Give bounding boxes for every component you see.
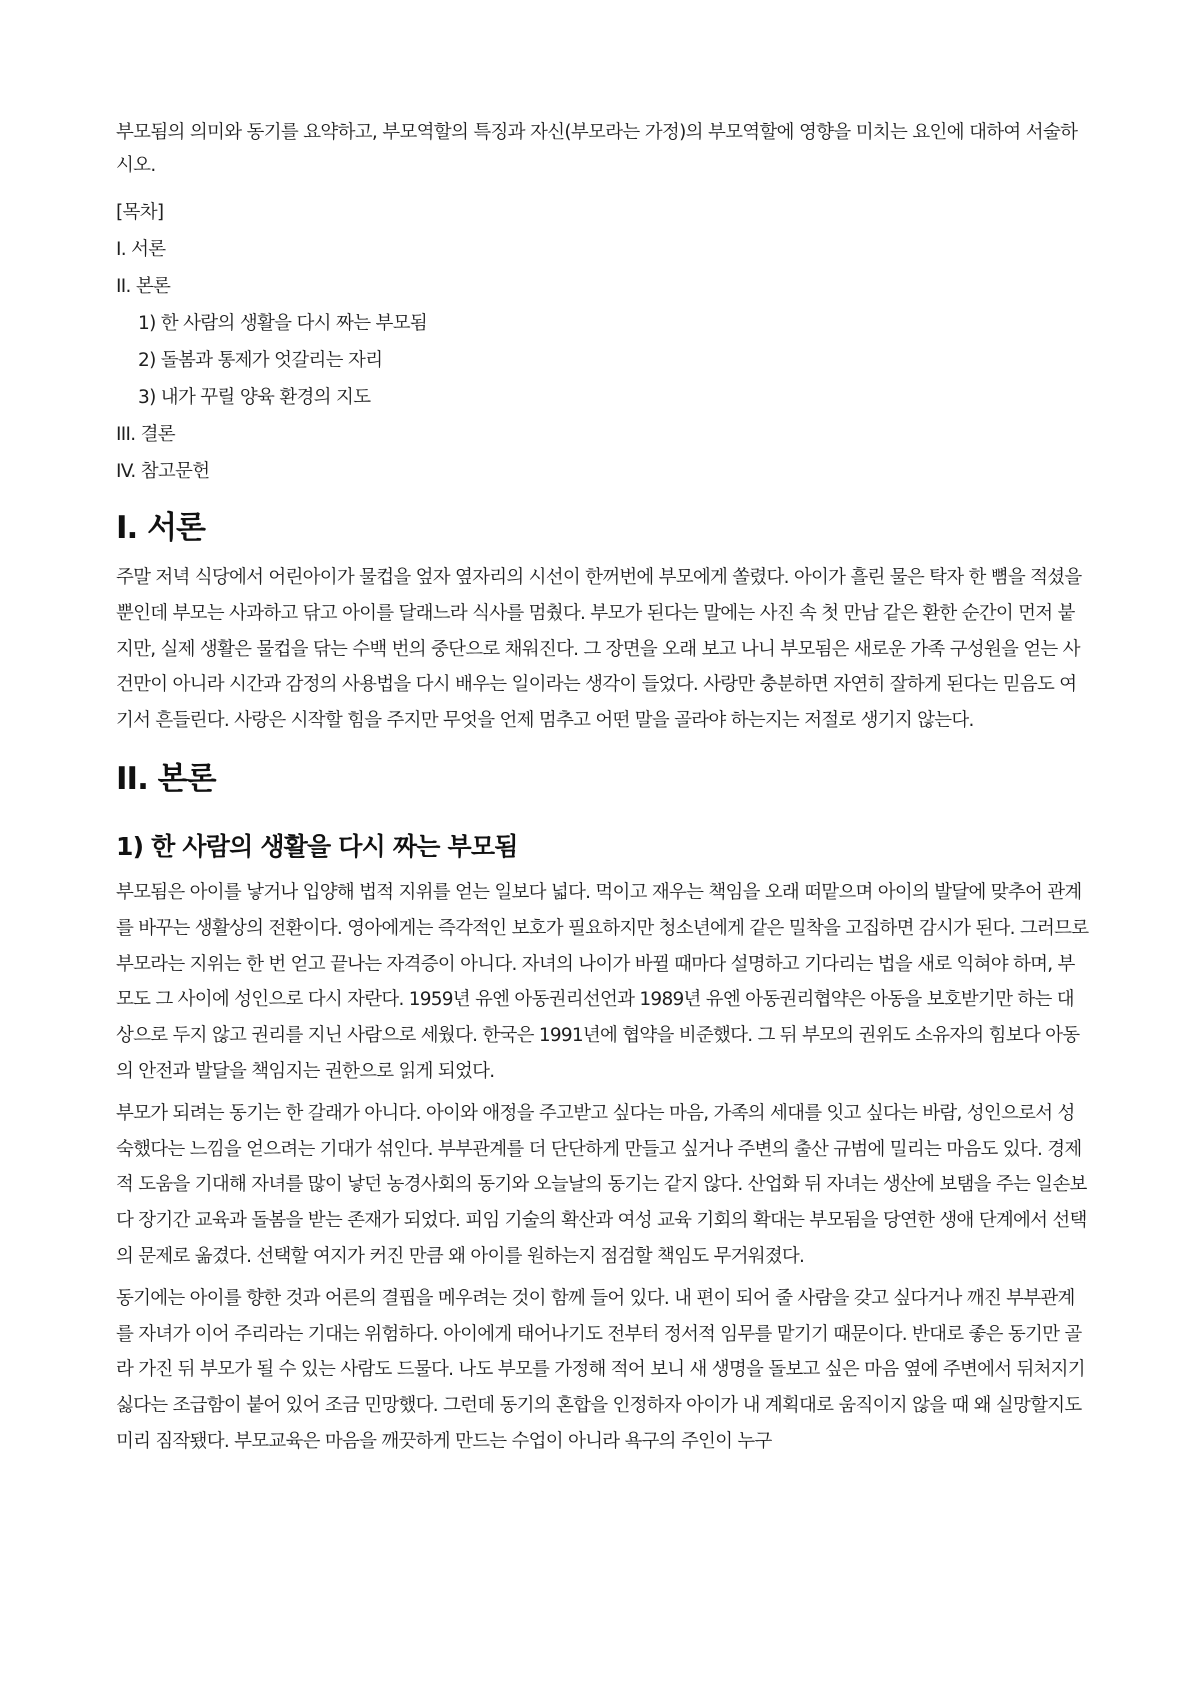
assignment-prompt: 부모됨의 의미와 동기를 요약하고, 부모역할의 특징과 자신(부모라는 가정)의 부모역할에 영향을 미치는 요인에 대하여 서술하시오. [116,122,1078,176]
body-paragraph-1: 부모됨은 아이를 낳거나 입양해 법적 지위를 얻는 일보다 넓다. 먹이고 재우는 책임을 오래 떠맡으며 아이의 발달에 맞추어 관계를 바꾸는 생활상의 전환이다. 영아에게는 즉각적인 보호가 필요하지만 청소년에게 같은 밀착을 고집하면 감시가 된다. 그러므로 부모라는 지위는 한 번 얻고 끝나는 자격증이 아니다. 자녀의 나이가 바뀔 때마다 설명하고 기다리는 법을 새로 익혀야 하며, 부모도 그 사이에 성인으로 다시 자란다. 1959년 유엔 아동권리선언과 1989년 유엔 아동권리협약은 아동을 보호받기만 하는 대상으로 두지 않고 권리를 지닌 사람으로 세웠다. 한국은 1991년에 협약을 비준했다. 그 뒤 부모의 권위도 소유자의 힘보다 아동의 안전과 발달을 책임지는 권한으로 읽게 되었다. [116,881,1089,1082]
section-title-body: II. 본론 [116,760,216,797]
toc-item-body-sub-2: 2) 돌봄과 통제가 엇갈리는 자리 [138,350,383,371]
toc-item-conclusion: III. 결론 [116,424,175,445]
toc-heading: [목차] [116,202,164,223]
toc-item-body-sub-1: 1) 한 사람의 생활을 다시 짜는 부모됨 [138,313,428,334]
subsection-title-1: 1) 한 사람의 생활을 다시 짜는 부모됨 [116,831,518,861]
section-title-intro: I. 서론 [116,510,205,546]
toc-item-intro: I. 서론 [116,239,166,260]
toc-item-body-sub-3: 3) 내가 꾸릴 양육 환경의 지도 [138,387,371,408]
toc-list [116,233,1090,488]
toc-item-references: IV. 참고문헌 [116,461,210,482]
intro-paragraph: 주말 저녁 식당에서 어린아이가 물컵을 엎자 옆자리의 시선이 한꺼번에 부모에게 쏠렸다. 아이가 흘린 물은 탁자 한 뼘을 적셨을 뿐인데 부모는 사과하고 닦고 아이를 달래느라 식사를 멈췄다. 부모가 된다는 말에는 사진 속 첫 만남 같은 환한 순간이 먼저 붙지만, 실제 생활은 물컵을 닦는 수백 번의 중단으로 채워진다. 그 장면을 오래 보고 나니 부모됨은 새로운 가족 구성원을 얻는 사건만이 아니라 시간과 감정의 사용법을 다시 배우는 일이라는 생각이 들었다. 사랑만 충분하면 자연히 잘하게 된다는 믿음도 여기서 흔들린다. 사랑은 시작할 힘을 주지만 무엇을 언제 멈추고 어떤 말을 골라야 하는지는 저절로 생기지 않는다. [116,567,1082,732]
table-of-contents [116,196,1090,488]
body-paragraph-3: 동기에는 아이를 향한 것과 어른의 결핍을 메우려는 것이 함께 들어 있다. 내 편이 되어 줄 사람을 갖고 싶다거나 깨진 부부관계를 자녀가 이어 주리라는 기대는 위험하다. 아이에게 태어나기도 전부터 정서적 임무를 맡기기 때문이다. 반대로 좋은 동기만 골라 가진 뒤 부모가 될 수 있는 사람도 드물다. 나도 부모를 가정해 적어 보니 새 생명을 돌보고 싶은 마음 옆에 주변에서 뒤처지기 싫다는 조급함이 붙어 있어 조금 민망했다. 그런데 동기의 혼합을 인정하자 아이가 내 계획대로 움직이지 않을 때 왜 실망할지도 미리 짐작됐다. 부모교육은 마음을 깨끗하게 만드는 수업이 아니라 욕구의 주인이 누구 [116,1287,1085,1452]
toc-item-body: II. 본론 [116,276,171,297]
body-paragraph-2: 부모가 되려는 동기는 한 갈래가 아니다. 아이와 애정을 주고받고 싶다는 마음, 가족의 세대를 잇고 싶다는 바람, 성인으로서 성숙했다는 느낌을 얻으려는 기대가 섞인다. 부부관계를 더 단단하게 만들고 싶거나 주변의 출산 규범에 밀리는 마음도 있다. 경제적 도움을 기대해 자녀를 많이 낳던 농경사회의 동기와 오늘날의 동기는 같지 않다. 산업화 뒤 자녀는 생산에 보탬을 주는 일손보다 장기간 교육과 돌봄을 받는 존재가 되었다. 피임 기술의 확산과 여성 교육 기회의 확대는 부모됨을 당연한 생애 단계에서 선택의 문제로 옮겼다. 선택할 여지가 커진 만큼 왜 아이를 원하는지 점검할 책임도 무거워졌다. [116,1102,1087,1267]
